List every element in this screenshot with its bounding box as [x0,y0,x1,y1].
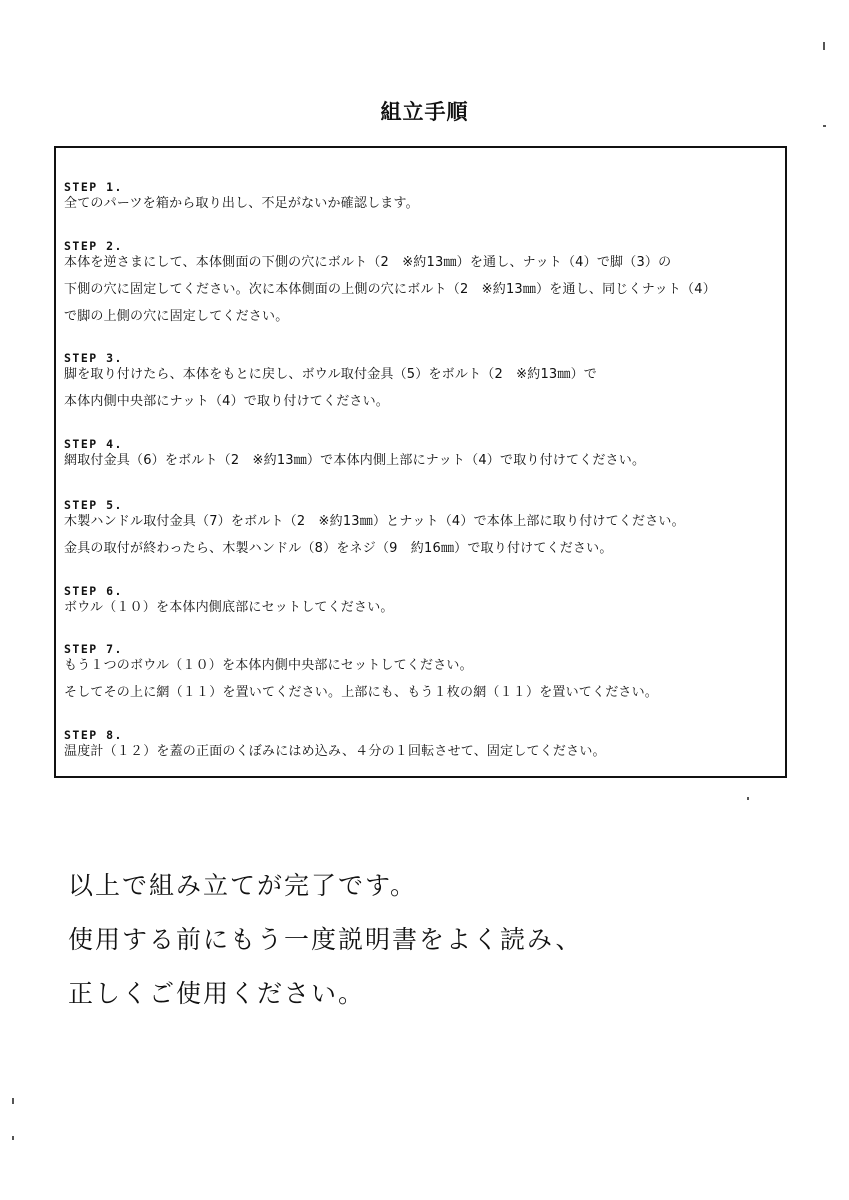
step-7 [64,642,779,702]
scan-speck [12,1136,14,1140]
step-text-line: 全てのパーツを箱から取り出し、不足がないか確認します。 [64,196,419,211]
page-title: 組立手順 [380,100,469,124]
step-label: STEP 6. [64,584,123,598]
step-text-line: 脚を取り付けたら、本体をもとに戻し、ボウル取付金具（5）をボルト（2 ※約13㎜）で [64,367,597,382]
step-5 [64,498,779,558]
step-text-line: 温度計（１２）を蓋の正面のくぼみにはめ込み、４分の１回転させて、固定してください。 [64,744,606,759]
closing-line: 使用する前にもう一度説明書をよく読み、 [68,925,583,954]
step-text-line: 網取付金具（6）をボルト（2 ※約13㎜）で本体内側上部にナット（4）で取り付けてください。 [64,453,646,468]
step-2 [64,239,779,326]
step-text-line: 木製ハンドル取付金具（7）をボルト（2 ※約13㎜）とナット（4）で本体上部に取り付けてください。 [64,514,685,529]
step-1 [64,180,779,213]
step-text-line: 金具の取付が終わったら、木製ハンドル（8）をネジ（9 約16㎜）で取り付けてください。 [64,541,613,556]
closing-message [68,868,788,1030]
step-4 [64,437,779,470]
step-label: STEP 4. [64,437,123,451]
step-label: STEP 3. [64,351,123,365]
step-text-line: ボウル（１０）を本体内側底部にセットしてください。 [64,600,394,615]
step-text-line: で脚の上側の穴に固定してください。 [64,309,289,324]
step-label: STEP 5. [64,498,123,512]
step-label: STEP 1. [64,180,123,194]
step-text-line: 本体内側中央部にナット（4）で取り付けてください。 [64,394,390,409]
step-3 [64,351,779,411]
step-text-line: 本体を逆さまにして、本体側面の下側の穴にボルト（2 ※約13㎜）を通し、ナット（4）で脚（3）の [64,255,672,270]
step-8 [64,728,779,761]
step-label: STEP 2. [64,239,123,253]
scan-speck [823,42,825,50]
step-label: STEP 7. [64,642,123,656]
closing-line: 正しくご使用ください。 [68,979,366,1008]
scan-speck [823,125,826,127]
step-text-line: そしてその上に網（１１）を置いてください。上部にも、もう１枚の網（１１）を置いてください。 [64,685,659,700]
step-6 [64,584,779,617]
scan-speck [747,797,749,800]
step-text-line: 下側の穴に固定してください。次に本体側面の上側の穴にボルト（2 ※約13㎜）を通し、同じくナット（4） [64,282,716,297]
closing-line: 以上で組み立てが完了です。 [68,871,418,900]
step-label: STEP 8. [64,728,123,742]
scan-speck [12,1098,14,1104]
assembly-steps-box [54,146,787,778]
step-text-line: もう１つのボウル（１０）を本体内側中央部にセットしてください。 [64,658,473,673]
